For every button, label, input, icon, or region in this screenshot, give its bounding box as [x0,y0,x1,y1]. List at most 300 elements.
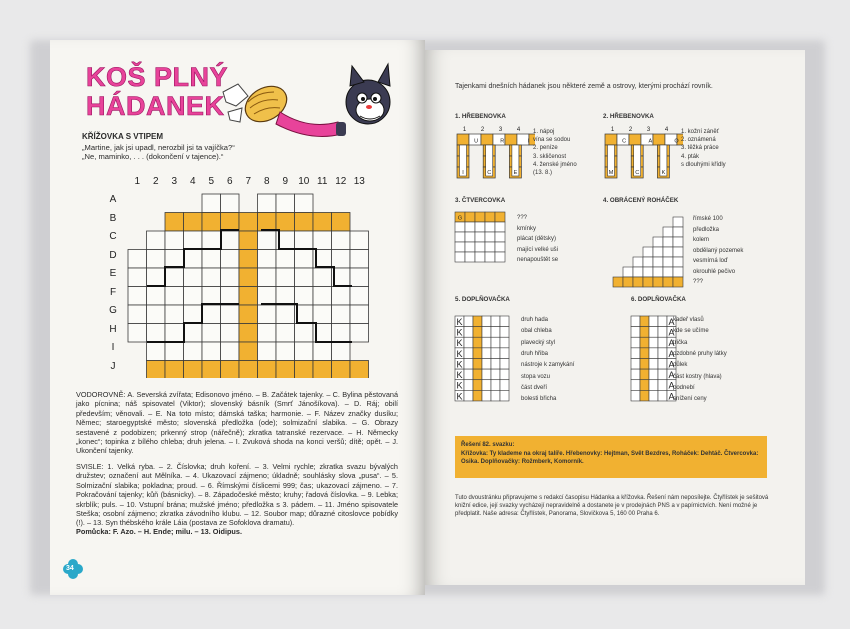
crossword-cell[interactable] [128,250,147,269]
fill-cell[interactable] [473,380,482,391]
comb-letter: E [513,170,518,176]
crossword-cell[interactable] [313,231,332,250]
fill-cell[interactable] [658,380,667,391]
crossword-cell[interactable] [276,305,295,324]
crossword-cell[interactable] [221,213,240,232]
staircase-cell[interactable] [643,247,653,257]
fill-cell[interactable] [500,390,509,401]
comb-letter: A [648,138,653,145]
puzzle2-clue: 4. pták [681,153,700,160]
fill-cell[interactable] [500,337,509,348]
page-title-line1: KOŠ PLNÝ [86,62,229,92]
fill-cell[interactable] [500,358,509,369]
comb-number: 4 [664,127,669,133]
fill-cell[interactable] [631,327,640,338]
crossword-cell[interactable] [258,342,277,361]
square-cell[interactable] [455,252,465,262]
fill-cell[interactable] [649,316,658,327]
staircase-cell[interactable] [663,257,673,267]
staircase-cell[interactable] [653,237,663,247]
crossword-cell[interactable] [128,268,147,287]
crossword-cell[interactable] [295,231,314,250]
crossword-cell[interactable] [295,361,314,379]
crossword-cell[interactable] [165,268,184,287]
square-cell[interactable] [485,212,495,222]
staircase-cell[interactable] [643,257,653,267]
crossword-cell[interactable] [165,324,184,343]
comb-cell[interactable] [629,134,641,145]
comb-number: 1 [462,127,467,133]
fill-cell[interactable] [464,390,473,401]
column-number: 7 [245,176,252,187]
fill-cell[interactable] [464,380,473,391]
crossword-cell[interactable] [147,342,166,361]
fill-cell[interactable] [464,337,473,348]
crossword-cell[interactable] [332,287,351,306]
comb-cell[interactable] [605,134,617,145]
staircase-cell[interactable] [673,277,683,287]
crossword-cell[interactable] [165,287,184,306]
fill-cell[interactable] [658,327,667,338]
fill-cell[interactable] [482,390,491,401]
puzzle4-grid[interactable] [611,215,691,295]
crossword-cell[interactable] [184,342,203,361]
fill-cell[interactable] [482,316,491,327]
staircase-cell[interactable] [623,277,633,287]
fill-cell[interactable] [491,337,500,348]
crossword-cell[interactable] [276,250,295,269]
crossword-cell[interactable] [128,305,147,324]
crossword-cell[interactable] [147,324,166,343]
crossword-cell[interactable] [202,342,221,361]
crossword-cell[interactable] [258,194,277,213]
puzzle1-grid[interactable] [453,124,535,192]
puzzle6-clue: kadeř vlasů [673,317,704,323]
fill-letter: A [668,317,675,327]
puzzle6-clue: snížení ceny [673,396,707,403]
square-cell[interactable] [465,252,475,262]
crossword-cell[interactable] [239,268,258,287]
fill-cell[interactable] [491,316,500,327]
fill-cell[interactable] [464,348,473,359]
fill-cell[interactable] [500,380,509,391]
square-cell[interactable] [455,242,465,252]
staircase-cell[interactable] [663,247,673,257]
crossword-cell[interactable] [258,268,277,287]
fill-cell[interactable] [500,327,509,338]
crossword-cell[interactable] [202,231,221,250]
puzzle4-clue: kolem [693,237,710,243]
crossword-cell[interactable] [350,305,369,324]
crossword-cell[interactable] [258,324,277,343]
crossword-cell[interactable] [165,361,184,379]
fill-letter: K [456,317,463,327]
crossword-grid[interactable] [120,192,382,378]
crossword-cell[interactable] [221,305,240,324]
fill-cell[interactable] [658,358,667,369]
crossword-cell[interactable] [202,361,221,379]
crossword-cell[interactable] [147,231,166,250]
fill-cell[interactable] [491,348,500,359]
puzzle4-clue: předložka [693,226,720,233]
fill-cell[interactable] [473,337,482,348]
row-letter: D [109,249,117,261]
crossword-cell[interactable] [147,287,166,306]
crossword-cell[interactable] [258,231,277,250]
fill-letter: K [456,359,463,370]
crossword-cell[interactable] [258,305,277,324]
fill-cell[interactable] [464,358,473,369]
crossword-cell[interactable] [295,250,314,269]
staircase-cell[interactable] [643,277,653,287]
square-cell[interactable] [455,232,465,242]
fill-cell[interactable] [649,348,658,359]
crossword-cell[interactable] [184,305,203,324]
crossword-cell[interactable] [202,324,221,343]
square-cell[interactable] [475,232,485,242]
fill-letter: A [668,327,675,338]
staircase-cell[interactable] [623,267,633,277]
crossword-cell[interactable] [258,250,277,269]
staircase-cell[interactable] [673,247,683,257]
staircase-cell[interactable] [633,257,643,267]
puzzle1-clue: 3. skličenost [533,153,567,160]
fill-cell[interactable] [500,348,509,359]
crossword-cell[interactable] [313,342,332,361]
square-cell[interactable] [475,212,485,222]
crossword-cell[interactable] [128,287,147,306]
fill-letter: A [668,348,675,359]
fill-cell[interactable] [631,316,640,327]
square-cell[interactable] [495,242,505,252]
square-cell[interactable] [485,222,495,232]
fill-cell[interactable] [500,316,509,327]
crossword-cell[interactable] [350,268,369,287]
column-number: 9 [282,176,289,187]
fill-cell[interactable] [464,327,473,338]
crossword-cell[interactable] [332,250,351,269]
crossword-cell[interactable] [332,324,351,343]
fill-cell[interactable] [649,337,658,348]
fill-cell[interactable] [482,348,491,359]
fill-cell[interactable] [640,327,649,338]
staircase-cell[interactable] [643,267,653,277]
staircase-cell[interactable] [673,217,683,227]
fill-cell[interactable] [649,327,658,338]
fill-cell[interactable] [473,316,482,327]
puzzle2-grid[interactable] [601,124,683,192]
crossword-cell[interactable] [202,305,221,324]
crossword-cell[interactable] [295,213,314,232]
staircase-cell[interactable] [663,237,673,247]
fill-cell[interactable] [491,327,500,338]
square-cell[interactable] [485,232,495,242]
crossword-cell[interactable] [184,231,203,250]
crossword-cell[interactable] [313,268,332,287]
fill-cell[interactable] [631,337,640,348]
column-number: 8 [263,176,270,187]
fill-cell[interactable] [631,390,640,401]
fill-cell[interactable] [464,316,473,327]
square-cell[interactable] [495,222,505,232]
joke-line-2: „Ne, maminko, . . . (dokončení v tajence).“ [82,152,224,161]
fill-letter: A [668,359,675,370]
square-cell[interactable] [475,252,485,262]
crossword-cell[interactable] [276,287,295,306]
crossword-cell[interactable] [332,213,351,232]
column-number: 12 [335,176,347,187]
fill-cell[interactable] [491,369,500,380]
puzzle1-clue: 1. nápoj [533,129,555,135]
column-number: 1 [134,176,141,187]
puzzle5-clue: druh hřiba [521,350,549,357]
crossword-cell[interactable] [202,194,221,213]
staircase-cell[interactable] [663,277,673,287]
staircase-cell[interactable] [653,247,663,257]
comb-letter: C [635,170,640,176]
crossword-cell[interactable] [221,287,240,306]
fill-letter: A [668,338,675,349]
fill-cell[interactable] [640,337,649,348]
crossword-cell[interactable] [165,213,184,232]
fill-cell[interactable] [631,380,640,391]
comb-cell[interactable] [457,134,469,145]
square-cell[interactable] [475,242,485,252]
fill-cell[interactable] [631,348,640,359]
crossword-cell[interactable] [258,213,277,232]
crossword-cell[interactable] [350,361,369,379]
puzzle2-clue: s dlouhými křídly [681,161,726,168]
puzzle3-clue: plácat (dětsky) [517,236,557,242]
crossword-cell[interactable] [239,213,258,232]
crossword-cell[interactable] [221,194,240,213]
crossword-cell[interactable] [276,194,295,213]
crossword-cell[interactable] [184,324,203,343]
column-number: 2 [152,176,159,187]
crossword-cell[interactable] [239,324,258,343]
crossword-cell[interactable] [295,342,314,361]
crossword-cell[interactable] [165,250,184,269]
fill-cell[interactable] [640,380,649,391]
staircase-cell[interactable] [613,277,623,287]
puzzle1-clue: 2. peníze [533,145,558,152]
crossword-cell[interactable] [184,250,203,269]
staircase-cell[interactable] [673,257,683,267]
crossword-cell[interactable] [239,250,258,269]
crossword-cell[interactable] [165,305,184,324]
crossword-cell[interactable] [128,324,147,343]
crossword-cell[interactable] [239,342,258,361]
column-number: 10 [298,176,310,187]
crossword-cell[interactable] [350,324,369,343]
crossword-cell[interactable] [202,268,221,287]
fill-cell[interactable] [491,390,500,401]
crossword-cell[interactable] [276,342,295,361]
staircase-cell[interactable] [663,267,673,277]
crossword-cell[interactable] [221,361,240,379]
square-cell[interactable] [485,242,495,252]
crossword-cell[interactable] [239,287,258,306]
fill-cell[interactable] [631,369,640,380]
page-number: 34 [66,565,74,572]
comb-cell[interactable] [481,134,493,145]
cat-illustration [218,62,408,152]
fill-letter: K [456,380,463,391]
square-cell[interactable] [455,222,465,232]
fill-letter: A [668,380,675,391]
crossword-cell[interactable] [332,361,351,379]
column-number: 4 [189,176,196,187]
crossword-cell[interactable] [221,250,240,269]
puzzle1-clue: 4. ženské jméno [533,161,577,168]
fill-cell[interactable] [473,327,482,338]
square-cell[interactable] [495,232,505,242]
crossword-cell[interactable] [276,324,295,343]
fill-cell[interactable] [500,369,509,380]
staircase-cell[interactable] [663,227,673,237]
crossword-cell[interactable] [147,250,166,269]
crossword-cell[interactable] [239,361,258,379]
fill-cell[interactable] [649,380,658,391]
square-cell[interactable] [465,232,475,242]
fill-cell[interactable] [464,369,473,380]
fill-cell[interactable] [640,369,649,380]
crossword-cell[interactable] [165,231,184,250]
crossword-cell[interactable] [276,361,295,379]
fill-cell[interactable] [649,390,658,401]
fill-cell[interactable] [658,348,667,359]
staircase-cell[interactable] [673,227,683,237]
fill-cell[interactable] [649,358,658,369]
crossword-cell[interactable] [295,268,314,287]
fill-cell[interactable] [482,369,491,380]
fill-cell[interactable] [658,316,667,327]
crossword-cell[interactable] [258,287,277,306]
staircase-cell[interactable] [673,237,683,247]
crossword-cell[interactable] [184,287,203,306]
fill-cell[interactable] [640,358,649,369]
crossword-cell[interactable] [202,213,221,232]
fill-cell[interactable] [482,380,491,391]
crossword-cell[interactable] [165,342,184,361]
crossword-cell[interactable] [184,213,203,232]
fill-cell[interactable] [482,327,491,338]
fill-cell[interactable] [649,369,658,380]
fill-cell[interactable] [640,390,649,401]
crossword-cell[interactable] [147,361,166,379]
fill-cell[interactable] [658,390,667,401]
staircase-cell[interactable] [633,277,643,287]
left-page [50,40,425,595]
crossword-cell[interactable] [239,231,258,250]
crossword-cell[interactable] [184,361,203,379]
crossword-cell[interactable] [147,305,166,324]
crossword-cell[interactable] [239,305,258,324]
staircase-cell[interactable] [653,267,663,277]
comb-cell[interactable] [653,134,665,145]
crossword-cell[interactable] [350,231,369,250]
puzzle6-title: 6. DOPLŇOVAČKA [631,296,686,303]
puzzle5-clue: druh hada [521,317,549,323]
square-cell[interactable] [495,252,505,262]
crossword-cell[interactable] [350,287,369,306]
comb-letter: I [527,138,530,145]
crossword-cell[interactable] [221,268,240,287]
crossword-cell[interactable] [295,287,314,306]
right-page [425,50,805,585]
puzzle3-grid[interactable] [453,210,513,270]
square-cell[interactable] [495,212,505,222]
fill-cell[interactable] [473,348,482,359]
comb-letter: R [500,138,505,145]
crossword-cell[interactable] [258,361,277,379]
fill-cell[interactable] [658,337,667,348]
staircase-cell[interactable] [633,267,643,277]
fill-cell[interactable] [473,369,482,380]
puzzle4-clue: ??? [693,279,704,285]
fill-cell[interactable] [482,337,491,348]
crossword-cell[interactable] [221,324,240,343]
square-cell[interactable] [465,242,475,252]
crossword-cell[interactable] [202,250,221,269]
fill-cell[interactable] [482,358,491,369]
puzzle5-clue: bolesti břicha [521,396,557,403]
staircase-cell[interactable] [653,277,663,287]
crossword-cell[interactable] [313,287,332,306]
fill-cell[interactable] [640,348,649,359]
square-cell[interactable] [475,222,485,232]
crossword-cell[interactable] [147,268,166,287]
fill-cell[interactable] [491,380,500,391]
fill-cell[interactable] [491,358,500,369]
crossword-cell[interactable] [350,250,369,269]
crossword-cell[interactable] [202,287,221,306]
fill-cell[interactable] [473,358,482,369]
crossword-cell[interactable] [276,268,295,287]
staircase-cell[interactable] [673,267,683,277]
fill-cell[interactable] [473,390,482,401]
puzzle1-clue: (13. 8.) [533,170,553,176]
fill-cell[interactable] [631,358,640,369]
crossword-cell[interactable] [221,231,240,250]
row-letter: I [111,342,115,353]
puzzle1-title: 1. HŘEBENOVKA [455,113,506,120]
crossword-cell[interactable] [276,213,295,232]
crossword-cell[interactable] [332,231,351,250]
puzzle1-clue: vína se sodou [533,137,571,144]
comb-letter: O [674,138,679,145]
column-number: 6 [226,176,233,187]
comb-cell[interactable] [505,134,517,145]
crossword-cell[interactable] [295,324,314,343]
fill-cell[interactable] [658,369,667,380]
fill-letter: A [668,370,675,381]
crossword-cell[interactable] [295,194,314,213]
square-cell[interactable] [465,212,475,222]
crossword-cell[interactable] [184,268,203,287]
crossword-cell[interactable] [313,213,332,232]
crossword-cell[interactable] [313,361,332,379]
crossword-cell[interactable] [332,305,351,324]
square-cell[interactable] [485,252,495,262]
crossword-cell[interactable] [221,342,240,361]
crossword-cell[interactable] [332,342,351,361]
square-cell[interactable] [465,222,475,232]
staircase-cell[interactable] [653,257,663,267]
crossword-cell[interactable] [313,305,332,324]
comb-number: 1 [610,127,615,133]
fill-cell[interactable] [640,316,649,327]
